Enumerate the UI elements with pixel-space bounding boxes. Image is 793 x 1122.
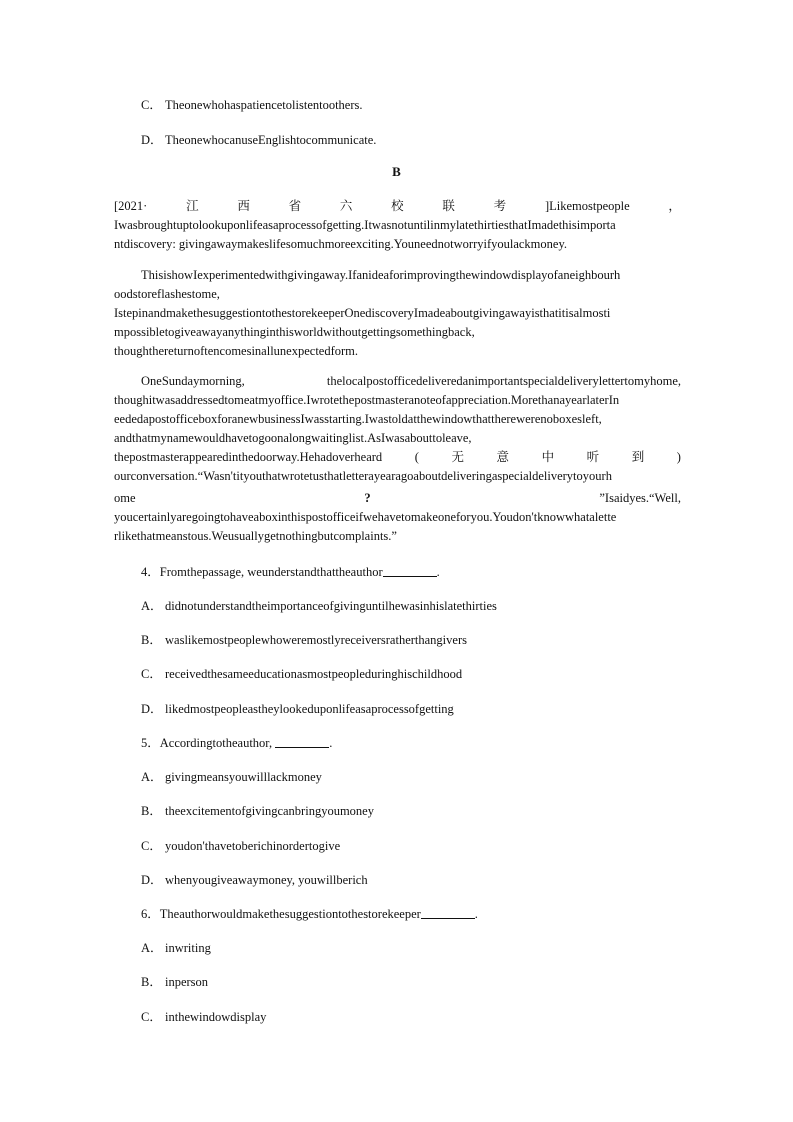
passage-text-line: youcertainlyaregoingtohaveaboxinthispostofficeifwehavetomakeoneforyou.Youdon'tknowwhatalette (114, 510, 617, 524)
answer-blank (421, 905, 475, 919)
question-4-option-d: D． likedmostpeopleastheylookeduponlifeasaprocessofgetting (141, 702, 454, 716)
passage-text-line: oodstoreflashestome, (114, 287, 220, 301)
passage-text-line: rlikethatmeanstous.Weusuallygetnothingbutcomplaints.” (114, 529, 397, 543)
passage-text-line: IstepinandmakethesuggestiontothestorekeeperOnediscoveryImadeaboutgivingawayisthatitisalmosti (114, 306, 611, 320)
question-5-option-a: A． givingmeansyouwilllackmoney (141, 770, 322, 784)
question-5-option-c: C． youdon'thavetoberichinordertogive (141, 839, 341, 853)
passage-text-line: eededapostofficeboxforanewbusinessIwasstarting.Iwastoldatthewindowthattherewerenoboxesleft, (114, 412, 602, 426)
passage-text-line: ourconversation.“Wasn'tityouthatwrotetusthatletterayearagoaboutdeliveringaspecialdeliverytoyourh (114, 469, 612, 483)
answer-blank (275, 734, 329, 748)
question-6-stem: 6．Theauthorwouldmakethesuggestiontothestorekeeper . (141, 907, 478, 921)
passage-source-line: [2021· 江 西 省 六 校 联 考 ]Likemostpeople ， (114, 199, 681, 213)
question-4-option-b: B． waslikemostpeoplewhoweremostlyreceiversratherthangivers (141, 633, 467, 647)
passage-text-line: ThisishowIexperimentedwithgivingaway.Ifanideaforimprovingthewindowdisplayofaneighbourh (141, 268, 621, 282)
q3-option-d: D． TheonewhocanuseEnglishtocommunicate. (141, 133, 377, 147)
question-4-option-c: C． receivedthesameeducationasmostpeopleduringhischildhood (141, 667, 463, 681)
passage-text-line: andthatmynamewouldhavetogoonalongwaitinglist.AsIwasabouttoleave, (114, 431, 472, 445)
q3-option-c: C． Theonewhohaspatiencetolistentoothers. (141, 98, 363, 112)
answer-blank (383, 563, 437, 577)
passage-text-line: ome ? ”Isaidyes.“Well, (114, 491, 681, 505)
passage-text-line: Iwasbroughtuptolookuponlifeasaprocessofgetting.ItwasnotuntilinmylatethirtiesthatImadethisimporta (114, 218, 616, 232)
question-6-option-a: A． inwriting (141, 941, 211, 955)
question-6-option-b: B． inperson (141, 975, 209, 989)
section-title: B (392, 164, 401, 179)
passage-text-line: thoughthereturnoftencomesinallunexpectedform. (114, 344, 359, 358)
passage-text-line: ntdiscovery: givingawaymakeslifesomuchmoreexciting.Youneednotworryifyoulackmoney. (114, 237, 568, 251)
passage-text-line: thepostmasterappearedinthedoorway.Hehadoverheard ( 无 意 中 听 到 ) (114, 450, 681, 464)
question-6-option-c: C． inthewindowdisplay (141, 1010, 267, 1024)
question-4-stem: 4．Fromthepassage, weunderstandthattheauthor . (141, 565, 440, 579)
question-5-option-b: B． theexcitementofgivingcanbringyoumoney (141, 804, 374, 818)
question-5-option-d: D． whenyougiveawaymoney, youwillberich (141, 873, 368, 887)
question-5-stem: 5．Accordingtotheauthor, . (141, 736, 333, 750)
passage-text-line: mpossibletogiveawayanythinginthisworldwithoutgettingsomethingback, (114, 325, 475, 339)
passage-text-line: thoughitwasaddressedtomeatmyoffice.Iwrotethepostmasteranoteofappreciation.MorethanayearlaterIn (114, 393, 620, 407)
passage-text-line: OneSundaymorning, thelocalpostofficedeliveredanimportantspecialdeliverylettertomyhome, (141, 374, 681, 388)
question-4-option-a: A． didnotunderstandtheimportanceofgivinguntilhewasinhislatethirties (141, 599, 497, 613)
